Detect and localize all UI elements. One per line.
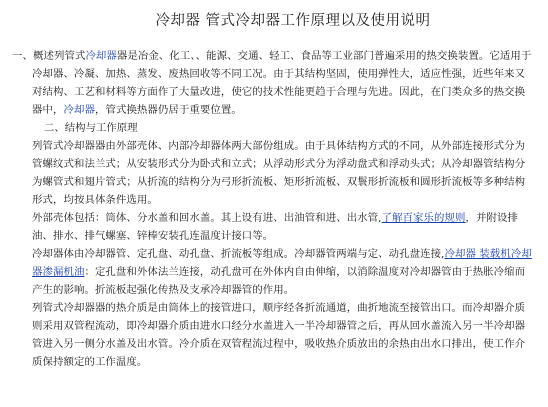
section2-p2-text-b: ，并附设排油、排水、排气螺塞、锌棒安装孔连温度计接口等。 [32,212,518,242]
cooler-keyword-link-1[interactable]: 冷却器 [85,50,117,62]
section2-p3-text-b: ：定孔盘和外体法兰连接，动孔盘可在外体内自由伸缩，以消除温度对冷却器管由于热胀冷缩而产生的影响。折流板起强化传热及支承冷却器管的作用。 [32,266,526,296]
section1-marker: 一、 [12,50,33,62]
cooler-keyword-link-2[interactable]: 冷却器 [63,104,95,116]
cooler-loader-leak-link[interactable]: 冷却器 装载机冷却器渗漏机油 [32,248,532,278]
section2-paragraph-3 [12,245,534,299]
section2-paragraph-2 [12,209,534,245]
page-title: 冷却器 管式冷却器工作原理以及使用说明 [155,13,431,29]
section2-p3-text-a: 冷却器体由冷却器管、定孔盘、动孔盘、折流板等组成。冷却器管两端与定、动孔盘连接, [32,248,445,260]
section1-paragraph [12,47,534,119]
section2-paragraph-4: 列管式冷却器器的热介质是由筒体上的接管进口，顺序经各折流通道，曲折地流至接管出口。而冷却器介质则采用双管程流动，即冷却器介质由进水口经分水盖进入一半冷却器管之后，再从回水盖流入另一半冷却器管进入另一侧分水盖及出水管。冷介质在双管程流过程中，吸收热介质放出的余热由出水口排出，使工作介质保持额定的工作温度。 [32,302,526,368]
section1-lead: 概述列管式 [32,50,86,62]
section1-text-1: 器是冶金、化工、、能源、交通、轻工、食品等工业部门普遍采用的热交换装置。它适用于冷却器、冷凝、加热、蒸发、废热回收等不同工况。由于其结构坚固，使用弹性大，适应性强，近些年来又对结构、工艺和材料等方面作了大量改进，使它的技术性能更趋于合理与先进。因此，在门类众多的热交换器中， [32,50,532,116]
section2-p2-text-a: 外部壳体包括：筒体、分水盖和回水盖。其上设有进、出油管和进、出水管, [32,212,382,224]
section2-heading: 二、结构与工作原理 [44,122,138,134]
section1-text-2: ，管式换热器仍居于重要位置。 [94,104,242,116]
section2-paragraph-1: 列管式冷却器器由外部壳体、内部冷却器体两大部份组成。由于具体结构方式的不同，从外部连接形式分为管螺纹式和法兰式；从安装形式分为卧式和立式；从浮动形式分为浮动盘式和浮动头式；从冷却器管结构分为螺管式和翅片管式；从折流的结构分为弓形折流板、矩形折流板、双鬟形折流板和圆形折流板等多种结构形式，均按具体条件选用。 [32,140,526,206]
baccarat-rules-link[interactable]: 了解百家乐的规则 [381,212,466,224]
